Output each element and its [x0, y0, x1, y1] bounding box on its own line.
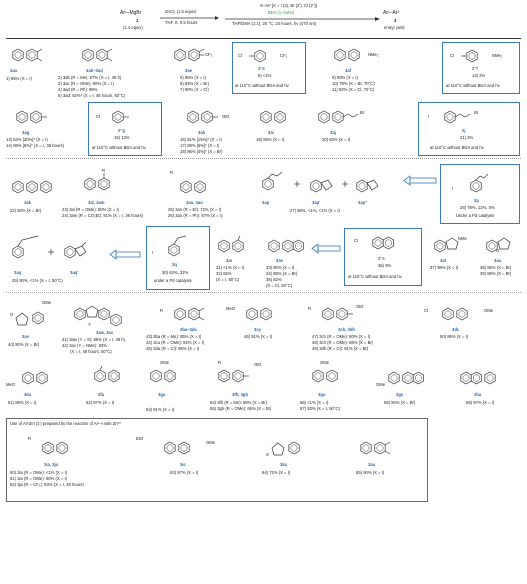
- label-3aq: 3aq: [14, 270, 22, 275]
- entry-51: 51) 89% (X = I): [8, 400, 37, 405]
- note-2e: at 110°C without BDA and hν: [235, 83, 289, 88]
- entry-54: 54) 3fh (R = Me): 89% (X = Br): [210, 400, 268, 405]
- label-3av: 3av: [22, 334, 29, 339]
- structure-3ah: [185, 106, 245, 128]
- label-3aa-zn: 3aa: [368, 462, 375, 467]
- structure-3aa: [8, 44, 48, 66]
- step2-top: X–Ar² [X = I (2), Br (2'), Cl (2'')]: [260, 3, 317, 8]
- structure-3ha: [454, 364, 514, 390]
- structure-3aa-zn: [354, 436, 400, 460]
- structure-3aj: [316, 106, 376, 128]
- entry-6: 6) 84% (X = Br): [180, 81, 209, 86]
- entry-7: 7) 90% (X = Cl): [180, 87, 209, 92]
- entry-9: 9) 93% (X = I): [332, 75, 358, 80]
- label-3ab-3ad: 3ab–3ad: [86, 68, 103, 73]
- label-3aa: 3aa: [10, 68, 17, 73]
- structure-3gs: [382, 364, 434, 390]
- entry-55: 55) 3gh (R = OMe): 65% (X = Br): [210, 406, 272, 411]
- entry-15: 15) 13%: [114, 135, 130, 140]
- label-3dc: 3dc: [452, 327, 460, 332]
- label-3ag: 3ag: [22, 130, 30, 135]
- structure-3ch: [316, 302, 380, 326]
- entry-43: 43) 3ba (R = Me): 85% (X = I): [146, 334, 202, 339]
- entry-65: 65) 90% (X = I): [356, 470, 385, 475]
- note-2p: Under a Pd catalysis: [456, 213, 495, 218]
- entry-60: 60) 3ia (R = OMe): <1% (X = I): [10, 470, 68, 475]
- entry-19: 19) 88% (X = I): [256, 137, 285, 142]
- entry-44: 44) 3ca (R = OMe): 92% (X = I): [146, 340, 205, 345]
- label-2q: 2q: [172, 262, 177, 267]
- entry-42: 42) 3ax (Y = NMe): 93%: [62, 343, 107, 348]
- label-3ia-3ja: 3ia, 3ja: [44, 462, 58, 467]
- label-3ic: 3ic: [180, 462, 186, 467]
- structure-3ga: [144, 362, 190, 390]
- label-3cy: 3cy: [254, 327, 261, 332]
- label-2p: 2p: [474, 198, 479, 203]
- entry-18: 18) 86% [4%]* (X = Br): [180, 149, 223, 154]
- entry-36: 36) 9%: [378, 263, 392, 268]
- label-3aq-prime: 3aq': [70, 270, 79, 275]
- label-3ba-3da: 3ba–3da: [180, 327, 197, 332]
- step1-top: ZnCl₂ (1.5 equiv): [165, 9, 197, 14]
- entry-45: 45) 3da (R = Cl): 85% (X = I): [146, 346, 200, 351]
- structure-3ic: [148, 436, 212, 460]
- structure-2f: [456, 47, 496, 65]
- structure-3ag: [14, 106, 64, 128]
- product-note: entry) yield: [384, 25, 405, 30]
- step2-mid: BDA (1 mol%): [268, 10, 295, 15]
- reagent1-equiv: (1.4 equiv): [123, 25, 143, 30]
- label-3ha: 3ha: [474, 392, 482, 397]
- structure-3an: [178, 176, 218, 198]
- note-2f: at 110°C without BDA and hν: [446, 83, 500, 88]
- structure-3fh: [212, 362, 276, 390]
- structure-3au: [484, 230, 520, 258]
- structure-2p: [462, 166, 498, 196]
- divider: [6, 38, 521, 39]
- entry-12: 12) 2%: [472, 73, 486, 78]
- label-3aw-3ax: 3aw, 3ax: [96, 330, 114, 335]
- note-2j: at 110°C without BDA and hν: [430, 145, 484, 150]
- label-3al-3am: 3al, 3am: [88, 200, 105, 205]
- structure-3aq: [8, 230, 104, 266]
- entry-42-cond: (X = I, 48 hours, 50°C): [70, 349, 112, 354]
- entry-1: 1) 95% (X = I): [6, 76, 32, 81]
- entry-29: 29) 90%, <1% (X = I, 50°C): [12, 278, 63, 283]
- label-2e: 2''e: [258, 66, 265, 71]
- structure-3ak: [10, 176, 56, 198]
- structure-3ar: [216, 234, 256, 258]
- entry-49: 49) 3dh (R = Cl): 81% (X = Br): [312, 346, 369, 351]
- label-2g: 2''g: [118, 128, 125, 133]
- structure-3ia: [36, 436, 86, 460]
- entry-64: 64) 72% (X = I): [262, 470, 291, 475]
- label-3ak: 3ak: [24, 200, 31, 205]
- entry-52: 52) 97% (X = I): [86, 400, 115, 405]
- label-3gs: 3gs: [396, 392, 404, 397]
- label-3ai: 3ai: [268, 130, 274, 135]
- entry-27: 27) 88%, <1%, <1% (X = I): [290, 208, 340, 213]
- entry-39: 39) 88% (X = Br): [480, 271, 512, 276]
- entry-35-cond: (X = Cl, 50°C): [266, 283, 292, 288]
- label-3ap-prime: 3ap': [312, 200, 321, 205]
- step1-bottom: THF, rt, 0.5 hours: [165, 20, 198, 25]
- zn-section-title: Use of Ar¹ZnI (1') prepared by the reaction of Ar¹–I with Zn**: [10, 421, 121, 426]
- entry-25: 25) 3an (R = Et): 72% (X = I): [168, 207, 222, 212]
- note-2s: at 110°C without BDA and hν: [348, 274, 402, 279]
- label-3au: 3au: [494, 258, 502, 263]
- entry-32: 32) 82%: [216, 271, 232, 276]
- label-3aj: 3aj: [330, 130, 336, 135]
- entry-47: 47) 3ch (R = OMe): 80% (X = I): [312, 334, 371, 339]
- entry-56: 56) <1% (X = I): [300, 400, 329, 405]
- label-3fh-3gh: 3fh, 3gh: [232, 392, 249, 397]
- arrow-compare-2s: [312, 244, 342, 254]
- entry-11: 11) 82% (X = Cl, 70°C): [332, 87, 375, 92]
- entry-17: 17) 88% [5%]* (X = I): [180, 143, 220, 148]
- entry-62: 62) 3ja (R = CF₃): 83% (X = I, 48 hours): [10, 482, 84, 487]
- label-3an-3ao: 3an, 3ao: [186, 200, 203, 205]
- label-3ar: 3ar: [226, 258, 233, 263]
- entry-30: 30) 62%, 32%: [162, 270, 189, 275]
- entry-24: 24) 3am (R = CO₂Et): 91% (X = I, 36 hours): [62, 213, 143, 218]
- entry-37: 37) 96% (X = I): [430, 265, 459, 270]
- step2-bottom: THF/DMA (1:1), 25 °C, 24 hours, hν (470 nm): [232, 21, 317, 26]
- entry-34: 34) 85% (X = Br): [266, 271, 298, 276]
- structure-2g: [104, 108, 140, 126]
- entry-59: 59) 97% (X = I): [466, 400, 495, 405]
- entry-32-cond: (X = I, 50°C): [216, 277, 240, 282]
- structure-3at: [432, 230, 468, 258]
- zn-reagent-box: [6, 418, 428, 502]
- entry-31: 31) <1% (X = I): [216, 265, 245, 270]
- label-3af: 3af: [345, 68, 352, 73]
- structure-3cy: [234, 302, 294, 326]
- label-3ka: 3ka: [280, 462, 287, 467]
- structure-3ba: [168, 302, 218, 326]
- entry-5b: 5) 85% (X = I): [180, 75, 206, 80]
- entry-26: 26) 3ao (R = Ph): 87% (X = I): [168, 213, 223, 218]
- structure-3ka: [262, 436, 312, 460]
- label-2s: 2''s: [378, 256, 385, 261]
- note-2q: under a Pd catalysis: [154, 278, 192, 283]
- label-3fa: 3fa: [98, 392, 105, 397]
- label-3ch-3dh: 3ch, 3dh: [338, 327, 355, 332]
- structure-3ap: [258, 168, 408, 198]
- reagent1-num: 1: [136, 18, 139, 23]
- entry-50: 50) 95% (X = I): [440, 334, 469, 339]
- structure-3ae: [172, 44, 220, 66]
- entry-5: 5) 3ad: 92%* (X = I, 48 hours, 50°C): [58, 93, 126, 98]
- entry-41: 41) 3aw (Y = S): 86% (X = I, 48 h): [62, 337, 125, 342]
- entry-63: 63) 87% (X = I): [170, 470, 199, 475]
- entry-21: 21) 2%: [460, 135, 474, 140]
- note-2g: at 110°C without BDA and hν: [92, 145, 146, 150]
- entry-33: 33) 90% (X = I): [266, 265, 295, 270]
- entry-48: 48) 3ch (R = OMe): 86% (X = Br): [312, 340, 374, 345]
- entry-14: 14) 86% [5%]* (X = I, 36 hours): [6, 143, 65, 148]
- reagent1: Ar¹–MgBr: [120, 10, 142, 16]
- structure-2j: [436, 108, 496, 126]
- structure-3al: [82, 170, 122, 196]
- structure-3ea: [16, 366, 62, 390]
- structure-3as: [266, 234, 314, 258]
- entry-57: 57) 93% (X = I, 50°C): [300, 406, 340, 411]
- entry-58: 58) 90% (X = Br): [384, 400, 416, 405]
- label-2f: 2''f: [472, 66, 478, 71]
- label-3ea: 3ea: [24, 392, 31, 397]
- label-2j: 2j: [462, 128, 466, 133]
- structure-3ab: [80, 44, 120, 66]
- structure-2e: [244, 47, 284, 65]
- entry-35: 35) 82%: [266, 277, 282, 282]
- entry-28: 28) 78%, 12%, 5%: [460, 205, 495, 210]
- structure-2s: [364, 232, 404, 254]
- entry-40: 40) 90% (X = Br): [8, 342, 40, 347]
- label-3at: 3at: [440, 258, 447, 263]
- entry-46: 46) 91% (X = I): [244, 334, 273, 339]
- label-3ae: 3ae: [185, 68, 192, 73]
- entry-16: 16) 81% [15%]* (X = I): [180, 137, 222, 142]
- entry-2: 2) 3ab (R = Me): 97% (X = I, 48 h): [58, 75, 122, 80]
- label-3ah: 3ah: [198, 130, 206, 135]
- arrow-compare-2q: [110, 250, 142, 260]
- label-3ap: 3ap: [262, 200, 270, 205]
- label-3ga: 3ga: [158, 392, 166, 397]
- structure-3dc: [430, 302, 490, 326]
- entry-10: 10) 78% (X = Br, 70°C): [332, 81, 375, 86]
- entry-53: 53) 91% (X = I): [146, 407, 175, 412]
- arrow-compare-2p: [404, 176, 438, 186]
- structure-3ai: [258, 106, 294, 128]
- entry-23: 23) 3al (R = OMe): 90% (X = I): [62, 207, 120, 212]
- entry-20: 20) 83% (X = I): [322, 137, 351, 142]
- label-3as: 3as: [276, 258, 283, 263]
- entry-8: 8) <1%: [258, 73, 272, 78]
- structure-3fa: [88, 362, 134, 390]
- label-3go: 3go: [318, 392, 326, 397]
- entry-22: 22) 93% (X = Br): [10, 208, 42, 213]
- structure-3aw: [72, 298, 126, 330]
- product-num: 3: [394, 18, 397, 23]
- product: Ar¹–Ar²: [383, 10, 400, 16]
- entry-38: 38) 85% (X = Br): [480, 265, 512, 270]
- entry-4: 4) 3ad (R = Ph): 98%: [58, 87, 98, 92]
- entry-13: 13) 54% [30%]* (X = I): [6, 137, 48, 142]
- label-3ap-dprime: 3ap'': [358, 200, 368, 205]
- entry-3: 3) 3ac (R = OMe): 90% (X = I): [58, 81, 114, 86]
- entry-61: 61) 3ia (R = OMe): 90% (X = I): [10, 476, 68, 481]
- structure-3go: [306, 362, 352, 390]
- structure-2q: [160, 230, 196, 260]
